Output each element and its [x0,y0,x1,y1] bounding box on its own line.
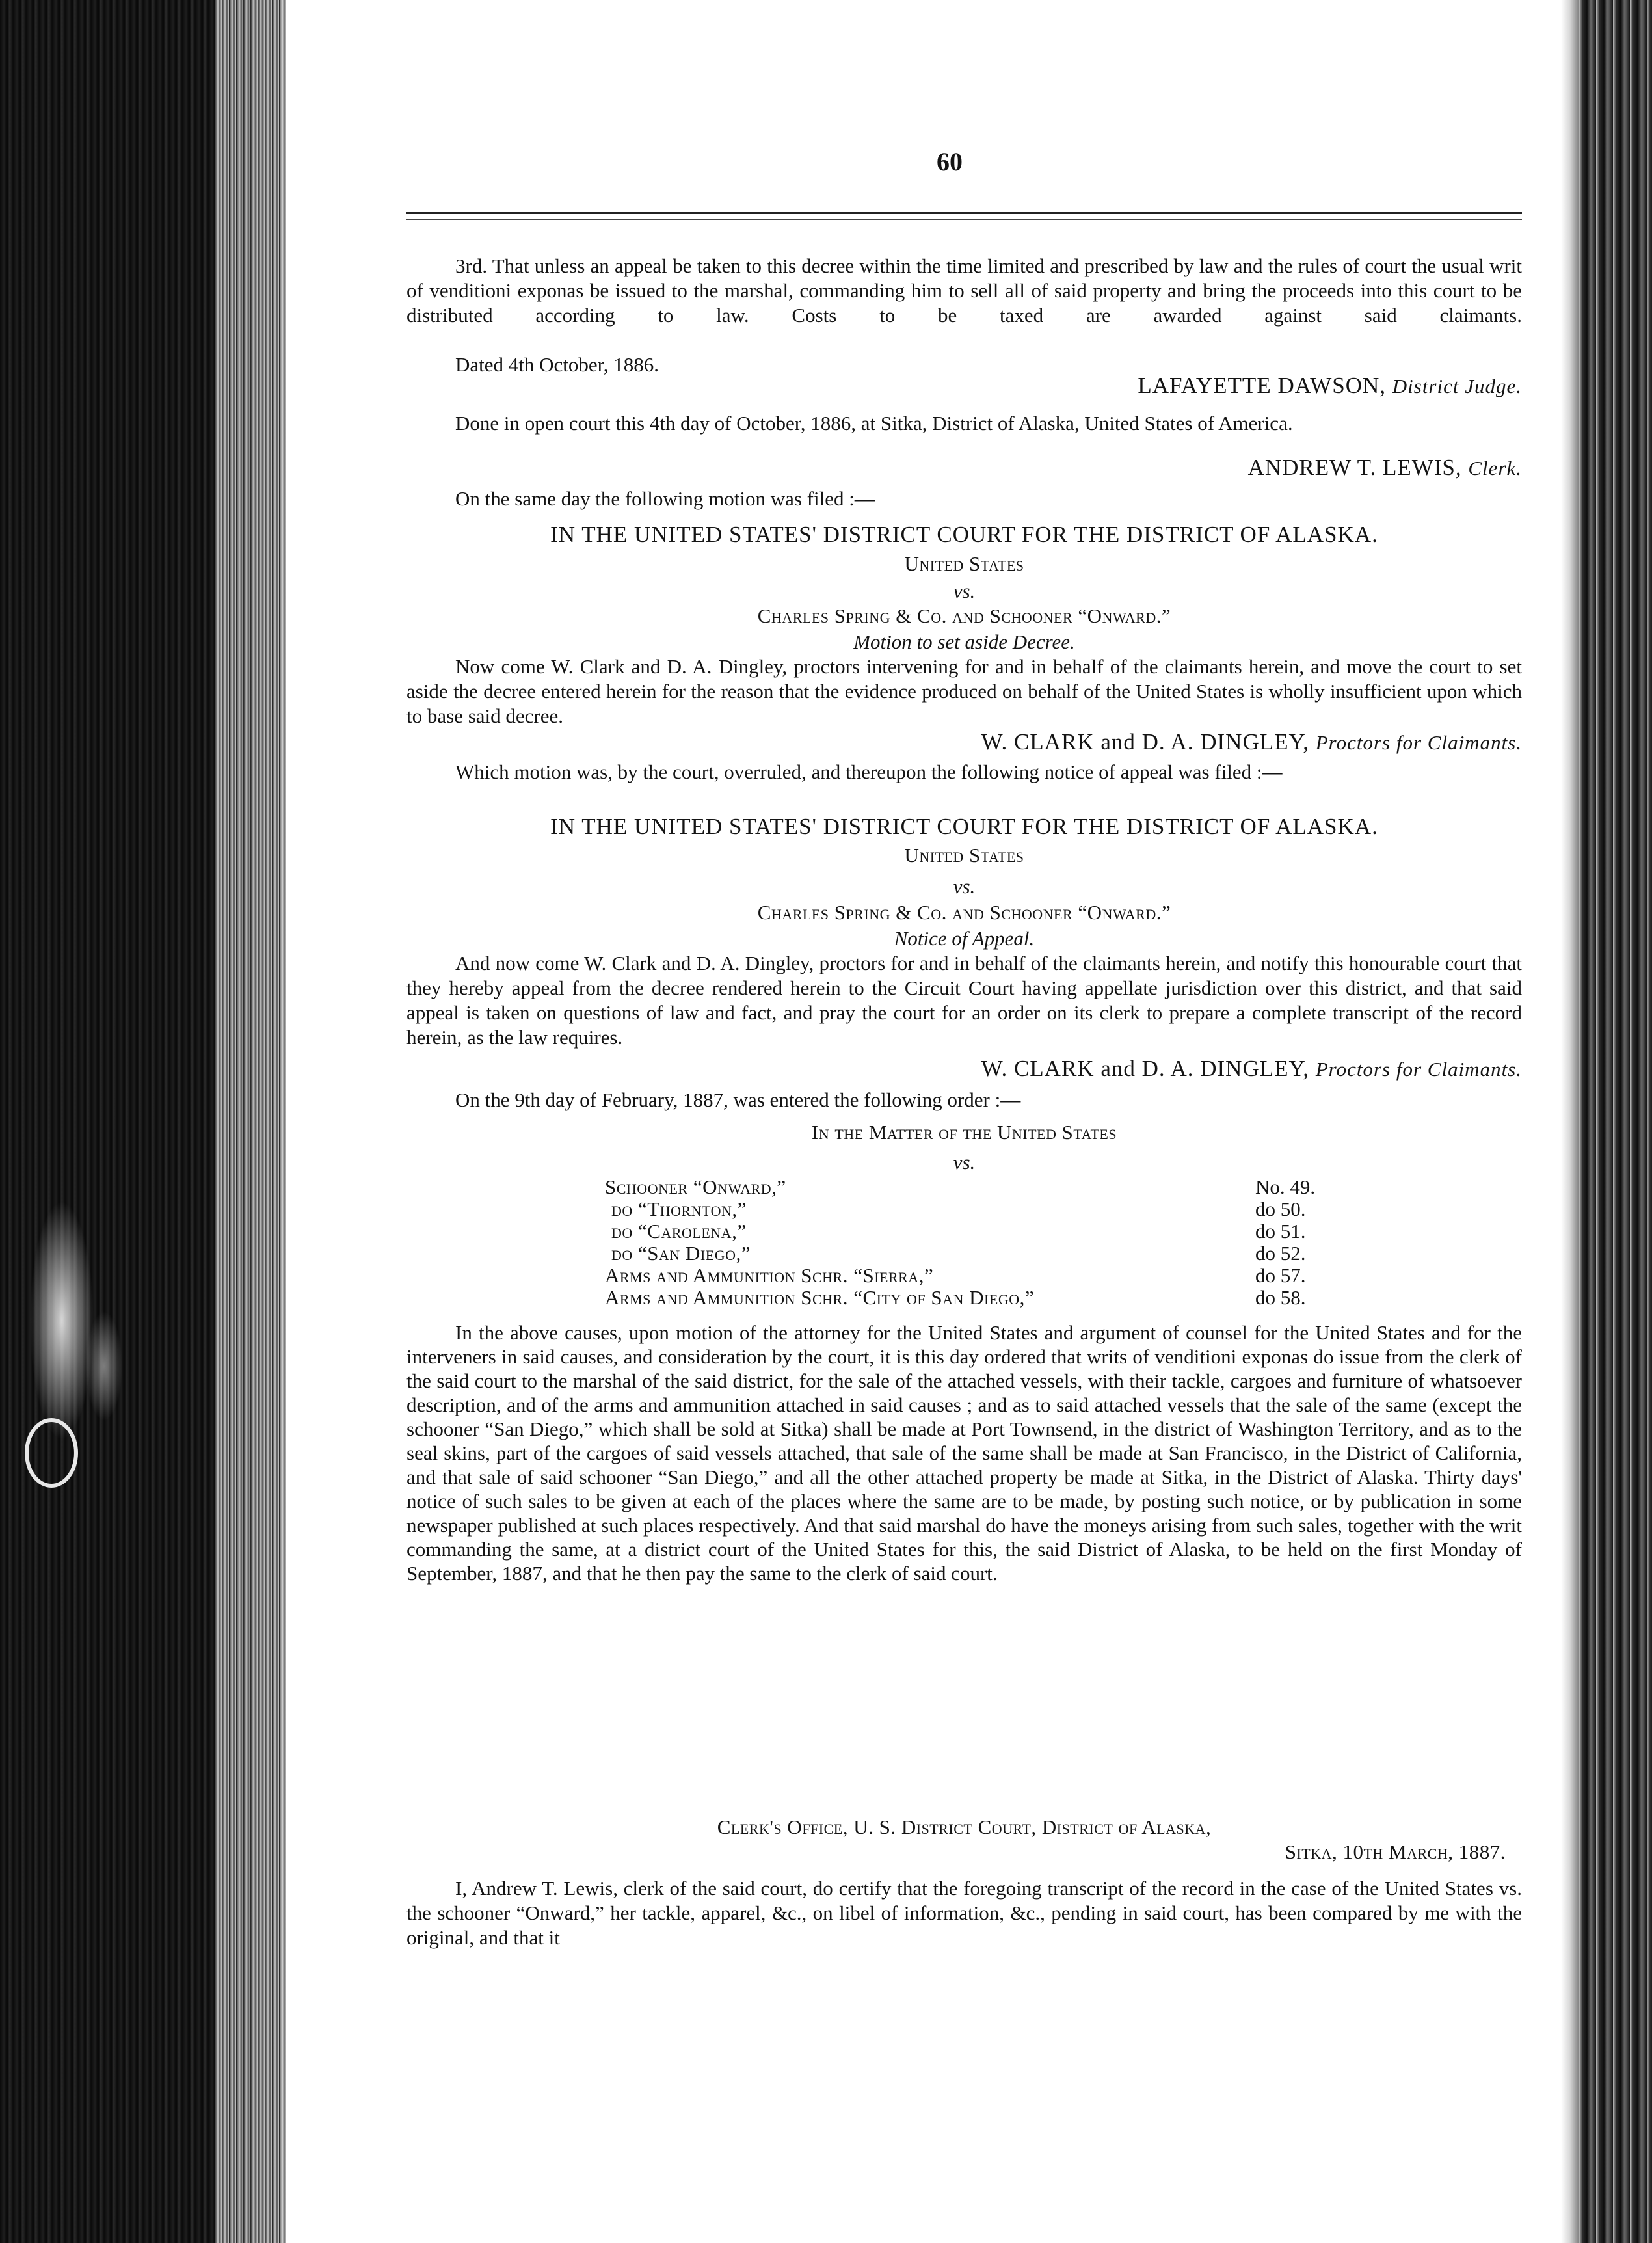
list-item: do “Carolena,” do 51. [611,1220,1306,1242]
header-rule [406,212,1522,214]
certificate-body: I, Andrew T. Lewis, clerk of the said court, do certify that the foregoing transcript of the record in the case of the United States vs. the schooner “Onward,” her tackle, apparel, &c., on libel of information, &c., pending in said court, has been compared by me with the original, and that it [406,1877,1522,1949]
page-number: 60 [937,147,963,176]
motion-signature-names: W. CLARK and D. A. DINGLEY, [981,729,1309,755]
scan-page-edges [215,0,286,2243]
list-item: Arms and Ammunition Schr. “Sierra,” do 57. [605,1264,1306,1287]
list-item: do “Thornton,” do 50. [611,1198,1306,1220]
decree-dated: Dated 4th October, 1886. [455,353,659,376]
judge-title: District Judge. [1392,375,1522,397]
document-page [377,130,1522,2199]
order-intro: On the 9th day of February, 1887, was entered the following order :— [455,1088,1021,1111]
certificate-office: Clerk's Office, U. S. District Court, District of Alaska, [717,1816,1212,1838]
motion-court-heading: IN THE UNITED STATES' DISTRICT COURT FOR THE DISTRICT OF ALASKA. [550,522,1378,547]
header-rule-thin [406,219,1522,220]
appeal-signature-names: W. CLARK and D. A. DINGLEY, [981,1056,1309,1081]
appeal-versus: vs. [953,875,976,898]
case-list [605,1176,1366,1309]
appeal-party-1: United States [904,844,1024,866]
appeal-body: And now come W. Clark and D. A. Dingley, proctors for and in behalf of the claimants herein, and notify this honourable court that they hereby appeal from the decree rendered herein to the Circuit Court having appellate jurisdiction over this district, and that said appeal is taken on questions of law and fact, and pray the court for an order on its clerk to prepare a complete transcript of the record herein, as the law requires. [406,952,1522,1049]
judge-signature [406,373,1522,399]
appeal-signature-title: Proctors for Claimants. [1315,1058,1522,1081]
motion-ruling: Which motion was, by the court, overruled, and thereupon the following notice of appeal was filed :— [455,760,1283,783]
order-versus: vs. [953,1151,976,1174]
clerk-signature [406,455,1522,481]
clerk-name: ANDREW T. LEWIS, [1247,455,1462,480]
list-item: Schooner “Onward,” No. 49. [605,1175,1316,1198]
appeal-party-2: Charles Spring & Co. and Schooner “Onward.” [757,901,1171,924]
scan-artifact [25,1418,78,1488]
motion-body: Now come W. Clark and D. A. Dingley, proctors intervening for and in behalf of the claimants herein, and move the court to set aside the decree entered herein for the reason that the evidence produced on behalf of the United States is wholly insufficient upon which to base said decree. [406,655,1522,727]
order-matter: In the Matter of the United States [811,1121,1117,1144]
motion-intro: On the same day the following motion was filed :— [455,487,875,510]
appeal-title: Notice of Appeal. [894,927,1035,950]
decree-paragraph: 3rd. That unless an appeal be taken to this decree within the time limited and prescribed by law and the rules of court the usual writ of venditioni exponas be issued to the marshal, commanding him to sell all of said property and bring the proceeds into this court to be distributed according to law. Costs to be taxed are awarded against said claimants. [406,254,1522,327]
scan-right-shadow [1579,0,1652,2243]
motion-party-2: Charles Spring & Co. and Schooner “Onward.” [757,604,1171,627]
certificate-place-date: Sitka, 10th March, 1887. [1285,1840,1506,1863]
appeal-court-heading: IN THE UNITED STATES' DISTRICT COURT FOR THE DISTRICT OF ALASKA. [550,814,1378,839]
motion-party-1: United States [904,552,1024,575]
list-item: Arms and Ammunition Schr. “City of San Diego,” do 58. [605,1286,1306,1309]
motion-versus: vs. [953,580,976,602]
appeal-signature [406,1056,1522,1082]
list-item: do “San Diego,” do 52. [611,1242,1306,1265]
motion-signature-title: Proctors for Claimants. [1315,731,1522,754]
done-in-court: Done in open court this 4th day of October, 1886, at Sitka, District of Alaska, United States of America. [455,412,1293,435]
order-body: In the above causes, upon motion of the attorney for the United States and argument of counsel for the United States and for the interveners in said causes, and consideration by the court, it is this day ordered that writs of venditioni exponas do issue from the clerk of the said court to the marshal of the said district, for the sale of the attached vessels, with their tackle, cargoes and furniture of whatsoever description, and of the arms and ammunition attached in said causes ; and as to said attached vessels that the sale of the same (except the schooner “San Diego,” which shall be sold at Sitka) shall be made at Port Townsend, in the district of Washington Territory, and as to the seal skins, part of the cargoes of said vessels attached, that sale of the same shall be made at San Francisco, in the District of California, and that sale of said schooner “San Diego,” and all the other attached property be made at Sitka, in the District of Alaska. Thirty days' notice of such sales to be given at each of the places where the same are to be made, by posting such notice, or by publication in some newspaper published at such places respectively. And that said marshal do have the moneys arising from such sales, together with the writ commanding the same, at a district court of the United States for this, the said District of Alaska, to be held on the first Monday of September, 1887, and that he then pay the same to the clerk of said court. [406,1321,1522,1585]
clerk-title: Clerk. [1468,457,1522,479]
judge-name: LAFAYETTE DAWSON, [1138,373,1386,398]
motion-title: Motion to set aside Decree. [853,630,1075,653]
motion-signature [406,730,1522,755]
